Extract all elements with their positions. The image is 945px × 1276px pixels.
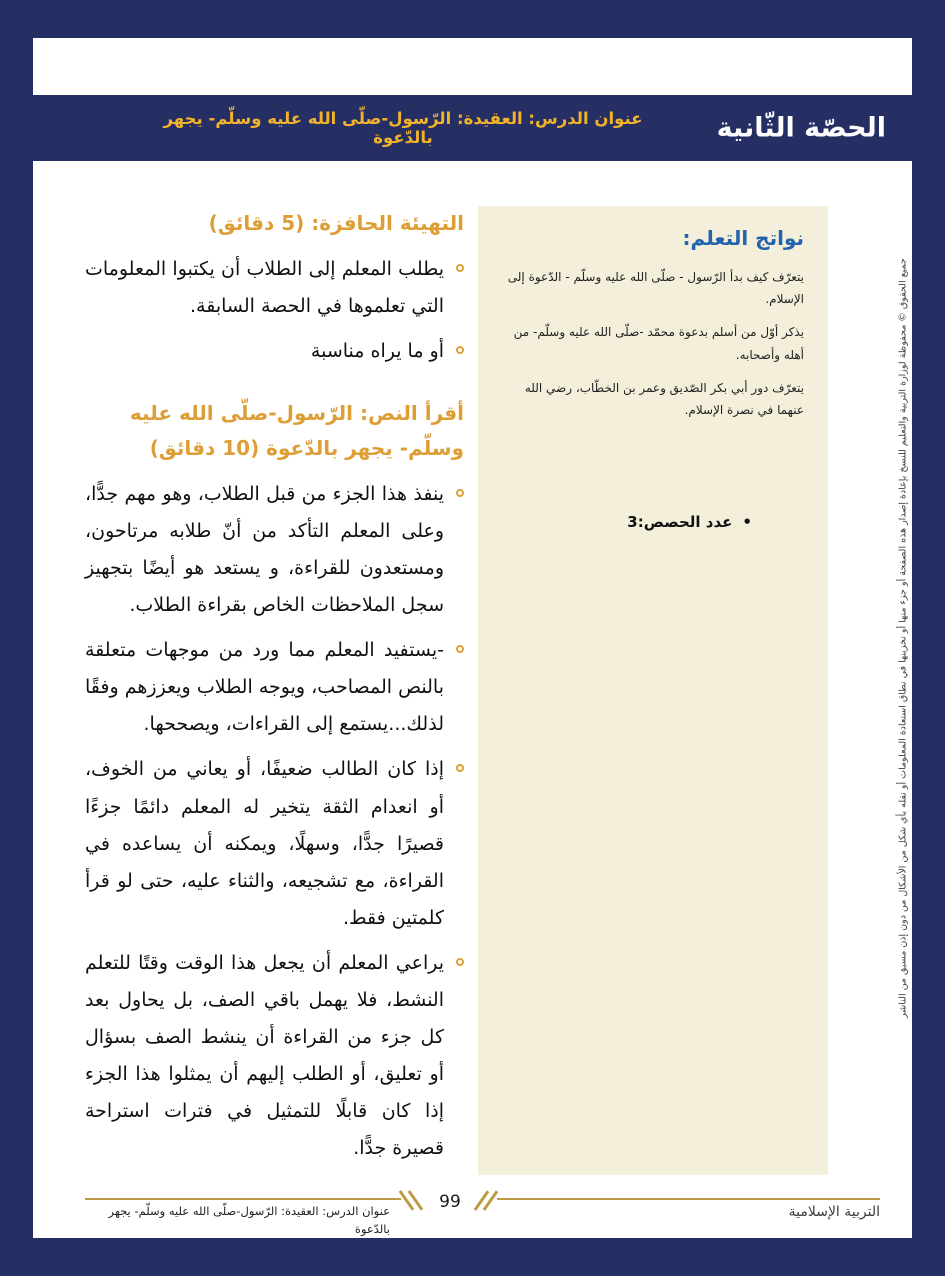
bullet-text: أو ما يراه مناسبة	[310, 340, 444, 363]
header-session-title: الحصّة الثّانية	[716, 112, 886, 144]
bullet-item	[85, 632, 464, 743]
bullet-ring-icon	[456, 264, 464, 272]
bullet-text: ينفذ هذا الجزء من قبل الطلاب، وهو مهم جدًّا، وعلى المعلم التأكد من أنّ طلابه مرتاحون، ومستعدون للقراءة، و يستعد هو أيضًا بتجهيز سجل الملاحظات الخاص بقراءة الطلاب.	[85, 483, 444, 617]
sessions-count-line	[502, 513, 804, 531]
copyright-text: جميع الحقوق © محفوظة لوزارة التربية والتعليم للنسخ بإعادة إصدار هذه الصفحة أو جزء منها أو تخزينها في نطاق استعادة المعلومات أو نقله بأي شكل من الأشكال من دون إذن مسبق من الناشر	[897, 258, 909, 1018]
footer-subject: التربية الإسلامية	[788, 1204, 880, 1220]
bullet-ring-icon	[456, 958, 464, 966]
section-heading-reading: أقرأ النص: الرّسول-صلّى الله عليه وسلّم- يجهر بالدّعوة (10 دقائق)	[129, 401, 464, 461]
bullet-text: إذا كان الطالب ضعيفًا، أو يعاني من الخوف، أو انعدام الثقة يتخير له المعلم دائمًا جزءًا قصيرًا جدًّا، وسهلًا، ويمكنه أن يساعده في القراءة، مع تشجيعه، والثناء عليه، حتى لو قرأ كلمتين فقط.	[85, 758, 444, 929]
outcome-item: يتعرّف كيف بدأ الرّسول - صلّى الله عليه وسلّم - الدّعوة إلى الإسلام.	[507, 270, 804, 307]
bullet-item	[85, 251, 464, 325]
bullet-text: يراعي المعلم أن يجعل هذا الوقت وقتًا للتعلم النشط، فلا يهمل باقي الصف، بل يحاول بعد كل جزء من القراءة أن ينشط الصف بسؤال أو تعليق، أو الطلب إليهم أن يمثلوا هذا الجزء إذا كان قابلًا للتمثيل في فترات استراحة قصيرة جدًّا.	[85, 951, 444, 1159]
lesson-body	[85, 206, 464, 1175]
footer-rule-right	[497, 1198, 880, 1200]
bullet-ring-icon	[456, 645, 464, 653]
header-lesson-title: عنوان الدرس: العقيدة: الرّسول-صلّى الله عليه وسلّم- يجهر بالدّعوة	[163, 109, 643, 147]
bullet-item	[85, 945, 464, 1167]
bullet-ring-icon	[456, 764, 464, 772]
page-inner	[33, 38, 912, 1238]
page-number: 99	[439, 1192, 461, 1212]
bullet-ring-icon	[456, 346, 464, 354]
bullet-dot-icon: •	[742, 513, 752, 532]
bullet-text: -يستفيد المعلم مما ورد من موجهات متعلقة بالنص المصاحب، ويوجه الطلاب ويعززهم وفقًا لذلك...يستمع إلى القراءات، ويصححها.	[85, 639, 444, 736]
bullet-item	[85, 333, 464, 370]
sessions-count-label: عدد الحصص:3	[627, 513, 733, 532]
learning-outcomes-title: نواتج التعلم:	[682, 226, 804, 250]
outcome-item: يتعرّف دور أبي بكر الصّديق وعمر بن الخطّاب، رضي الله عنهما في نصرة الإسلام.	[524, 380, 804, 417]
main-content	[33, 161, 912, 1175]
bullet-item	[85, 751, 464, 936]
bullet-ring-icon	[456, 489, 464, 497]
footer-lesson-title: عنوان الدرس: العقيدة: الرّسول-صلّى الله عليه وسلّم- يجهر بالدّعوة	[108, 1204, 390, 1237]
outcome-item: يذكر أوّل من أسلم بدعوة محمّد -صلّى الله عليه وسلّم- من أهله وأصحابه.	[513, 325, 804, 362]
footer	[85, 1186, 880, 1238]
copyright-sidebar	[895, 238, 911, 1038]
header-banner	[33, 95, 912, 161]
section-heading-warmup: التهيئة الحافزة: (5 دقائق)	[208, 211, 464, 235]
footer-rule-left	[85, 1198, 401, 1200]
learning-outcomes-box	[478, 206, 828, 1175]
bullet-item	[85, 476, 464, 624]
bullet-text: يطلب المعلم إلى الطلاب أن يكتبوا المعلومات التي تعلموها في الحصة السابقة.	[85, 258, 444, 318]
